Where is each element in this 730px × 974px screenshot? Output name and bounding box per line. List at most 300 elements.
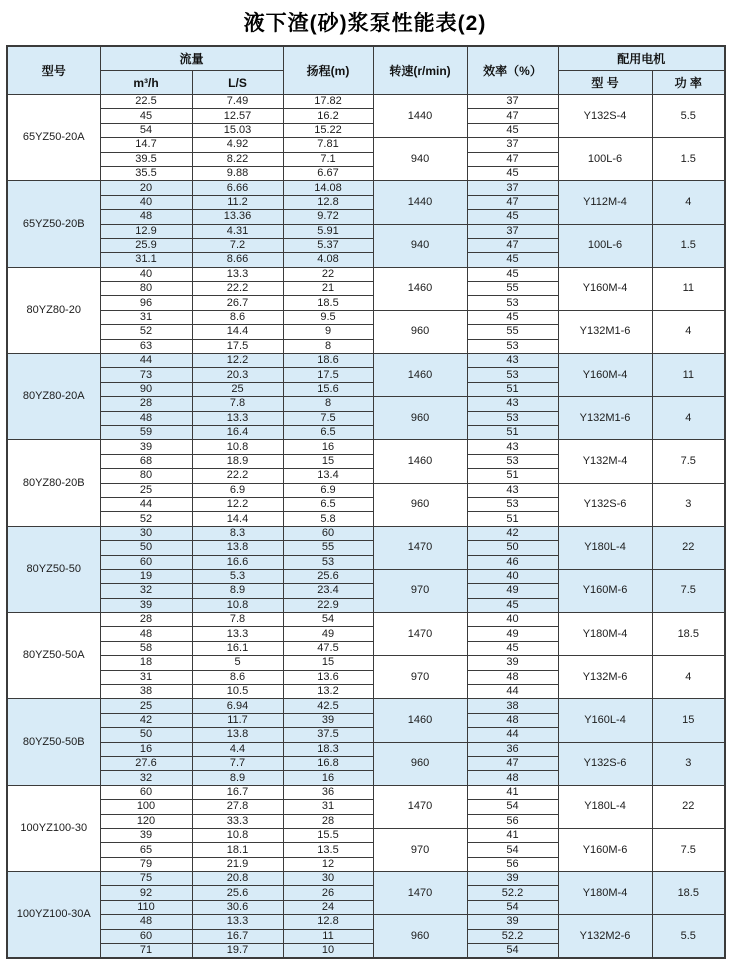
head-cell: 18.3 [283,742,373,756]
motor-power-cell: 22 [652,785,725,828]
motor-power-cell: 15 [652,699,725,742]
head-cell: 30 [283,872,373,886]
head-cell: 25.6 [283,569,373,583]
head-cell: 7.1 [283,152,373,166]
motor-model-cell: Y132M-4 [558,440,652,483]
header-efficiency: 效率（%） [467,46,558,95]
head-cell: 15.6 [283,382,373,396]
motor-power-cell: 4 [652,397,725,440]
flow-m3h-cell: 14.7 [100,138,192,152]
efficiency-cell: 47 [467,152,558,166]
flow-m3h-cell: 31 [100,310,192,324]
efficiency-cell: 43 [467,483,558,497]
flow-m3h-cell: 90 [100,382,192,396]
flow-ls-cell: 6.94 [192,699,283,713]
motor-power-cell: 7.5 [652,440,725,483]
head-cell: 8 [283,397,373,411]
model-cell: 80YZ80-20A [7,354,100,440]
motor-power-cell: 22 [652,526,725,569]
head-cell: 17.82 [283,95,373,109]
speed-cell: 1460 [373,354,467,397]
head-cell: 14.08 [283,181,373,195]
table-row [7,397,725,411]
flow-ls-cell: 12.57 [192,109,283,123]
efficiency-cell: 47 [467,756,558,770]
head-cell: 18.5 [283,296,373,310]
model-cell: 80YZ80-20 [7,267,100,353]
motor-model-cell: Y160M-4 [558,267,652,310]
flow-ls-cell: 16.4 [192,425,283,439]
flow-m3h-cell: 48 [100,627,192,641]
head-cell: 47.5 [283,641,373,655]
motor-model-cell: Y180L-4 [558,785,652,828]
flow-ls-cell: 6.9 [192,483,283,497]
flow-m3h-cell: 48 [100,210,192,224]
head-cell: 13.2 [283,685,373,699]
speed-cell: 970 [373,828,467,871]
flow-m3h-cell: 71 [100,944,192,959]
flow-ls-cell: 27.8 [192,800,283,814]
motor-model-cell: 100L-6 [558,224,652,267]
flow-m3h-cell: 39 [100,828,192,842]
model-cell: 80YZ50-50 [7,526,100,612]
speed-cell: 1470 [373,872,467,915]
flow-ls-cell: 8.9 [192,584,283,598]
flow-m3h-cell: 60 [100,929,192,943]
header-flow-ls: L/S [192,71,283,95]
motor-power-cell: 5.5 [652,915,725,959]
head-cell: 22 [283,267,373,281]
head-cell: 9.5 [283,310,373,324]
efficiency-cell: 53 [467,454,558,468]
flow-ls-cell: 19.7 [192,944,283,959]
head-cell: 31 [283,800,373,814]
head-cell: 49 [283,627,373,641]
efficiency-cell: 45 [467,210,558,224]
flow-ls-cell: 8.66 [192,253,283,267]
header-motor-power: 功 率 [652,71,725,95]
efficiency-cell: 52.2 [467,929,558,943]
flow-ls-cell: 7.8 [192,397,283,411]
efficiency-cell: 39 [467,872,558,886]
flow-ls-cell: 25.6 [192,886,283,900]
head-cell: 5.37 [283,238,373,252]
head-cell: 13.5 [283,843,373,857]
head-cell: 13.4 [283,469,373,483]
table-row [7,526,725,540]
head-cell: 53 [283,555,373,569]
speed-cell: 1470 [373,785,467,828]
efficiency-cell: 45 [467,598,558,612]
motor-model-cell: Y112M-4 [558,181,652,224]
head-cell: 18.6 [283,354,373,368]
head-cell: 7.81 [283,138,373,152]
efficiency-cell: 51 [467,425,558,439]
efficiency-cell: 47 [467,238,558,252]
flow-ls-cell: 8.6 [192,670,283,684]
flow-m3h-cell: 31 [100,670,192,684]
table-row [7,656,725,670]
head-cell: 5.91 [283,224,373,238]
efficiency-cell: 53 [467,411,558,425]
speed-cell: 960 [373,397,467,440]
flow-ls-cell: 5.3 [192,569,283,583]
model-cell: 65YZ50-20B [7,181,100,267]
flow-ls-cell: 9.88 [192,166,283,180]
head-cell: 6.9 [283,483,373,497]
efficiency-cell: 45 [467,253,558,267]
motor-power-cell: 11 [652,354,725,397]
efficiency-cell: 41 [467,785,558,799]
efficiency-cell: 44 [467,728,558,742]
table-row [7,267,725,281]
motor-power-cell: 3 [652,483,725,526]
motor-power-cell: 4 [652,181,725,224]
efficiency-cell: 54 [467,900,558,914]
flow-ls-cell: 14.4 [192,325,283,339]
head-cell: 12 [283,857,373,871]
flow-m3h-cell: 65 [100,843,192,857]
flow-m3h-cell: 25 [100,699,192,713]
flow-m3h-cell: 20 [100,181,192,195]
flow-ls-cell: 10.8 [192,828,283,842]
flow-m3h-cell: 59 [100,425,192,439]
flow-ls-cell: 6.66 [192,181,283,195]
flow-m3h-cell: 22.5 [100,95,192,109]
head-cell: 60 [283,526,373,540]
efficiency-cell: 52.2 [467,886,558,900]
efficiency-cell: 39 [467,656,558,670]
table-row [7,138,725,152]
efficiency-cell: 40 [467,569,558,583]
flow-m3h-cell: 32 [100,771,192,785]
flow-m3h-cell: 19 [100,569,192,583]
speed-cell: 960 [373,310,467,353]
flow-ls-cell: 11.7 [192,713,283,727]
head-cell: 37.5 [283,728,373,742]
efficiency-cell: 53 [467,296,558,310]
flow-ls-cell: 8.22 [192,152,283,166]
flow-m3h-cell: 50 [100,541,192,555]
speed-cell: 940 [373,224,467,267]
flow-ls-cell: 5 [192,656,283,670]
flow-m3h-cell: 38 [100,685,192,699]
flow-ls-cell: 20.8 [192,872,283,886]
flow-m3h-cell: 30 [100,526,192,540]
flow-m3h-cell: 25 [100,483,192,497]
motor-model-cell: Y132M-6 [558,656,652,699]
flow-m3h-cell: 12.9 [100,224,192,238]
header-motor-model: 型 号 [558,71,652,95]
efficiency-cell: 39 [467,915,558,929]
efficiency-cell: 45 [467,123,558,137]
flow-m3h-cell: 28 [100,397,192,411]
head-cell: 22.9 [283,598,373,612]
motor-power-cell: 4 [652,310,725,353]
speed-cell: 970 [373,569,467,612]
flow-m3h-cell: 39 [100,598,192,612]
efficiency-cell: 45 [467,641,558,655]
head-cell: 4.08 [283,253,373,267]
table-row [7,915,725,929]
head-cell: 16 [283,771,373,785]
motor-power-cell: 1.5 [652,224,725,267]
motor-model-cell: Y132M1-6 [558,397,652,440]
head-cell: 9 [283,325,373,339]
flow-ls-cell: 17.5 [192,339,283,353]
flow-m3h-cell: 80 [100,282,192,296]
table-row [7,440,725,454]
motor-model-cell: Y160L-4 [558,699,652,742]
table-header [7,46,725,95]
motor-model-cell: Y132M1-6 [558,310,652,353]
motor-model-cell: Y132S-6 [558,483,652,526]
efficiency-cell: 38 [467,699,558,713]
head-cell: 11 [283,929,373,943]
efficiency-cell: 45 [467,166,558,180]
motor-model-cell: Y160M-6 [558,828,652,871]
flow-m3h-cell: 40 [100,267,192,281]
flow-m3h-cell: 80 [100,469,192,483]
flow-m3h-cell: 58 [100,641,192,655]
flow-ls-cell: 25 [192,382,283,396]
flow-ls-cell: 10.5 [192,685,283,699]
table-body [7,95,725,959]
efficiency-cell: 37 [467,181,558,195]
efficiency-cell: 54 [467,843,558,857]
motor-model-cell: Y180M-4 [558,872,652,915]
flow-ls-cell: 13.8 [192,541,283,555]
model-cell: 80YZ50-50A [7,613,100,699]
head-cell: 15.5 [283,828,373,842]
flow-ls-cell: 30.6 [192,900,283,914]
motor-power-cell: 3 [652,742,725,785]
flow-ls-cell: 8.6 [192,310,283,324]
flow-m3h-cell: 100 [100,800,192,814]
efficiency-cell: 51 [467,382,558,396]
head-cell: 36 [283,785,373,799]
motor-power-cell: 4 [652,656,725,699]
efficiency-cell: 47 [467,195,558,209]
flow-m3h-cell: 45 [100,109,192,123]
efficiency-cell: 48 [467,771,558,785]
flow-ls-cell: 16.1 [192,641,283,655]
flow-m3h-cell: 63 [100,339,192,353]
flow-m3h-cell: 68 [100,454,192,468]
head-cell: 23.4 [283,584,373,598]
flow-m3h-cell: 60 [100,785,192,799]
header-row-1 [7,46,725,71]
flow-ls-cell: 16.6 [192,555,283,569]
efficiency-cell: 55 [467,282,558,296]
table-row [7,310,725,324]
flow-ls-cell: 16.7 [192,785,283,799]
model-cell: 65YZ50-20A [7,95,100,181]
head-cell: 28 [283,814,373,828]
header-motor-group: 配用电机 [558,46,725,71]
efficiency-cell: 48 [467,670,558,684]
head-cell: 24 [283,900,373,914]
motor-model-cell: 100L-6 [558,138,652,181]
motor-model-cell: Y160M-6 [558,569,652,612]
motor-model-cell: Y132S-4 [558,95,652,138]
flow-ls-cell: 13.8 [192,728,283,742]
flow-ls-cell: 18.1 [192,843,283,857]
flow-ls-cell: 12.2 [192,497,283,511]
header-flow-group: 流量 [100,46,283,71]
motor-model-cell: Y180L-4 [558,526,652,569]
flow-ls-cell: 7.7 [192,756,283,770]
motor-power-cell: 18.5 [652,613,725,656]
flow-m3h-cell: 54 [100,123,192,137]
efficiency-cell: 54 [467,800,558,814]
efficiency-cell: 43 [467,354,558,368]
motor-model-cell: Y160M-4 [558,354,652,397]
header-speed: 转速(r/min) [373,46,467,95]
table-row [7,872,725,886]
efficiency-cell: 50 [467,541,558,555]
head-cell: 10 [283,944,373,959]
efficiency-cell: 47 [467,109,558,123]
head-cell: 42.5 [283,699,373,713]
flow-m3h-cell: 48 [100,915,192,929]
speed-cell: 1460 [373,440,467,483]
table-row [7,699,725,713]
efficiency-cell: 53 [467,497,558,511]
flow-m3h-cell: 50 [100,728,192,742]
pump-performance-table [6,45,726,959]
head-cell: 15 [283,656,373,670]
head-cell: 39 [283,713,373,727]
efficiency-cell: 37 [467,138,558,152]
flow-m3h-cell: 92 [100,886,192,900]
flow-m3h-cell: 60 [100,555,192,569]
speed-cell: 1440 [373,95,467,138]
head-cell: 15.22 [283,123,373,137]
flow-ls-cell: 7.8 [192,613,283,627]
model-cell: 100YZ100-30A [7,872,100,959]
model-cell: 80YZ50-50B [7,699,100,785]
flow-m3h-cell: 75 [100,872,192,886]
flow-ls-cell: 13.3 [192,915,283,929]
flow-ls-cell: 10.8 [192,440,283,454]
flow-m3h-cell: 79 [100,857,192,871]
flow-ls-cell: 13.3 [192,627,283,641]
flow-ls-cell: 13.3 [192,267,283,281]
efficiency-cell: 37 [467,224,558,238]
flow-m3h-cell: 18 [100,656,192,670]
flow-ls-cell: 4.4 [192,742,283,756]
head-cell: 17.5 [283,368,373,382]
motor-power-cell: 1.5 [652,138,725,181]
table-row [7,181,725,195]
efficiency-cell: 48 [467,713,558,727]
efficiency-cell: 46 [467,555,558,569]
flow-m3h-cell: 48 [100,411,192,425]
table-row [7,785,725,799]
head-cell: 5.8 [283,512,373,526]
speed-cell: 1440 [373,181,467,224]
head-cell: 26 [283,886,373,900]
flow-m3h-cell: 44 [100,497,192,511]
efficiency-cell: 51 [467,469,558,483]
header-model: 型号 [7,46,100,95]
efficiency-cell: 56 [467,857,558,871]
motor-power-cell: 7.5 [652,828,725,871]
flow-m3h-cell: 96 [100,296,192,310]
flow-ls-cell: 10.8 [192,598,283,612]
motor-model-cell: Y132S-6 [558,742,652,785]
speed-cell: 1470 [373,526,467,569]
head-cell: 12.8 [283,915,373,929]
motor-power-cell: 5.5 [652,95,725,138]
flow-ls-cell: 7.2 [192,238,283,252]
head-cell: 54 [283,613,373,627]
flow-m3h-cell: 39.5 [100,152,192,166]
flow-ls-cell: 22.2 [192,469,283,483]
head-cell: 16 [283,440,373,454]
table-row [7,483,725,497]
efficiency-cell: 56 [467,814,558,828]
speed-cell: 960 [373,742,467,785]
flow-m3h-cell: 52 [100,512,192,526]
efficiency-cell: 40 [467,613,558,627]
flow-m3h-cell: 31.1 [100,253,192,267]
motor-power-cell: 11 [652,267,725,310]
efficiency-cell: 55 [467,325,558,339]
efficiency-cell: 36 [467,742,558,756]
flow-m3h-cell: 32 [100,584,192,598]
header-head: 扬程(m) [283,46,373,95]
flow-ls-cell: 4.31 [192,224,283,238]
head-cell: 8 [283,339,373,353]
flow-m3h-cell: 73 [100,368,192,382]
efficiency-cell: 43 [467,397,558,411]
flow-m3h-cell: 52 [100,325,192,339]
head-cell: 6.5 [283,425,373,439]
head-cell: 12.8 [283,195,373,209]
speed-cell: 1470 [373,613,467,656]
efficiency-cell: 44 [467,685,558,699]
flow-ls-cell: 33.3 [192,814,283,828]
efficiency-cell: 43 [467,440,558,454]
head-cell: 55 [283,541,373,555]
flow-m3h-cell: 27.6 [100,756,192,770]
table-row [7,828,725,842]
flow-ls-cell: 22.2 [192,282,283,296]
flow-ls-cell: 8.9 [192,771,283,785]
flow-ls-cell: 13.3 [192,411,283,425]
motor-model-cell: Y132M2-6 [558,915,652,959]
efficiency-cell: 45 [467,310,558,324]
efficiency-cell: 54 [467,944,558,959]
head-cell: 9.72 [283,210,373,224]
flow-m3h-cell: 16 [100,742,192,756]
speed-cell: 960 [373,915,467,959]
efficiency-cell: 45 [467,267,558,281]
motor-power-cell: 7.5 [652,569,725,612]
table-row [7,95,725,109]
flow-m3h-cell: 44 [100,354,192,368]
efficiency-cell: 42 [467,526,558,540]
flow-ls-cell: 12.2 [192,354,283,368]
table-row [7,224,725,238]
flow-ls-cell: 26.7 [192,296,283,310]
efficiency-cell: 49 [467,584,558,598]
flow-ls-cell: 4.92 [192,138,283,152]
flow-ls-cell: 18.9 [192,454,283,468]
efficiency-cell: 53 [467,339,558,353]
